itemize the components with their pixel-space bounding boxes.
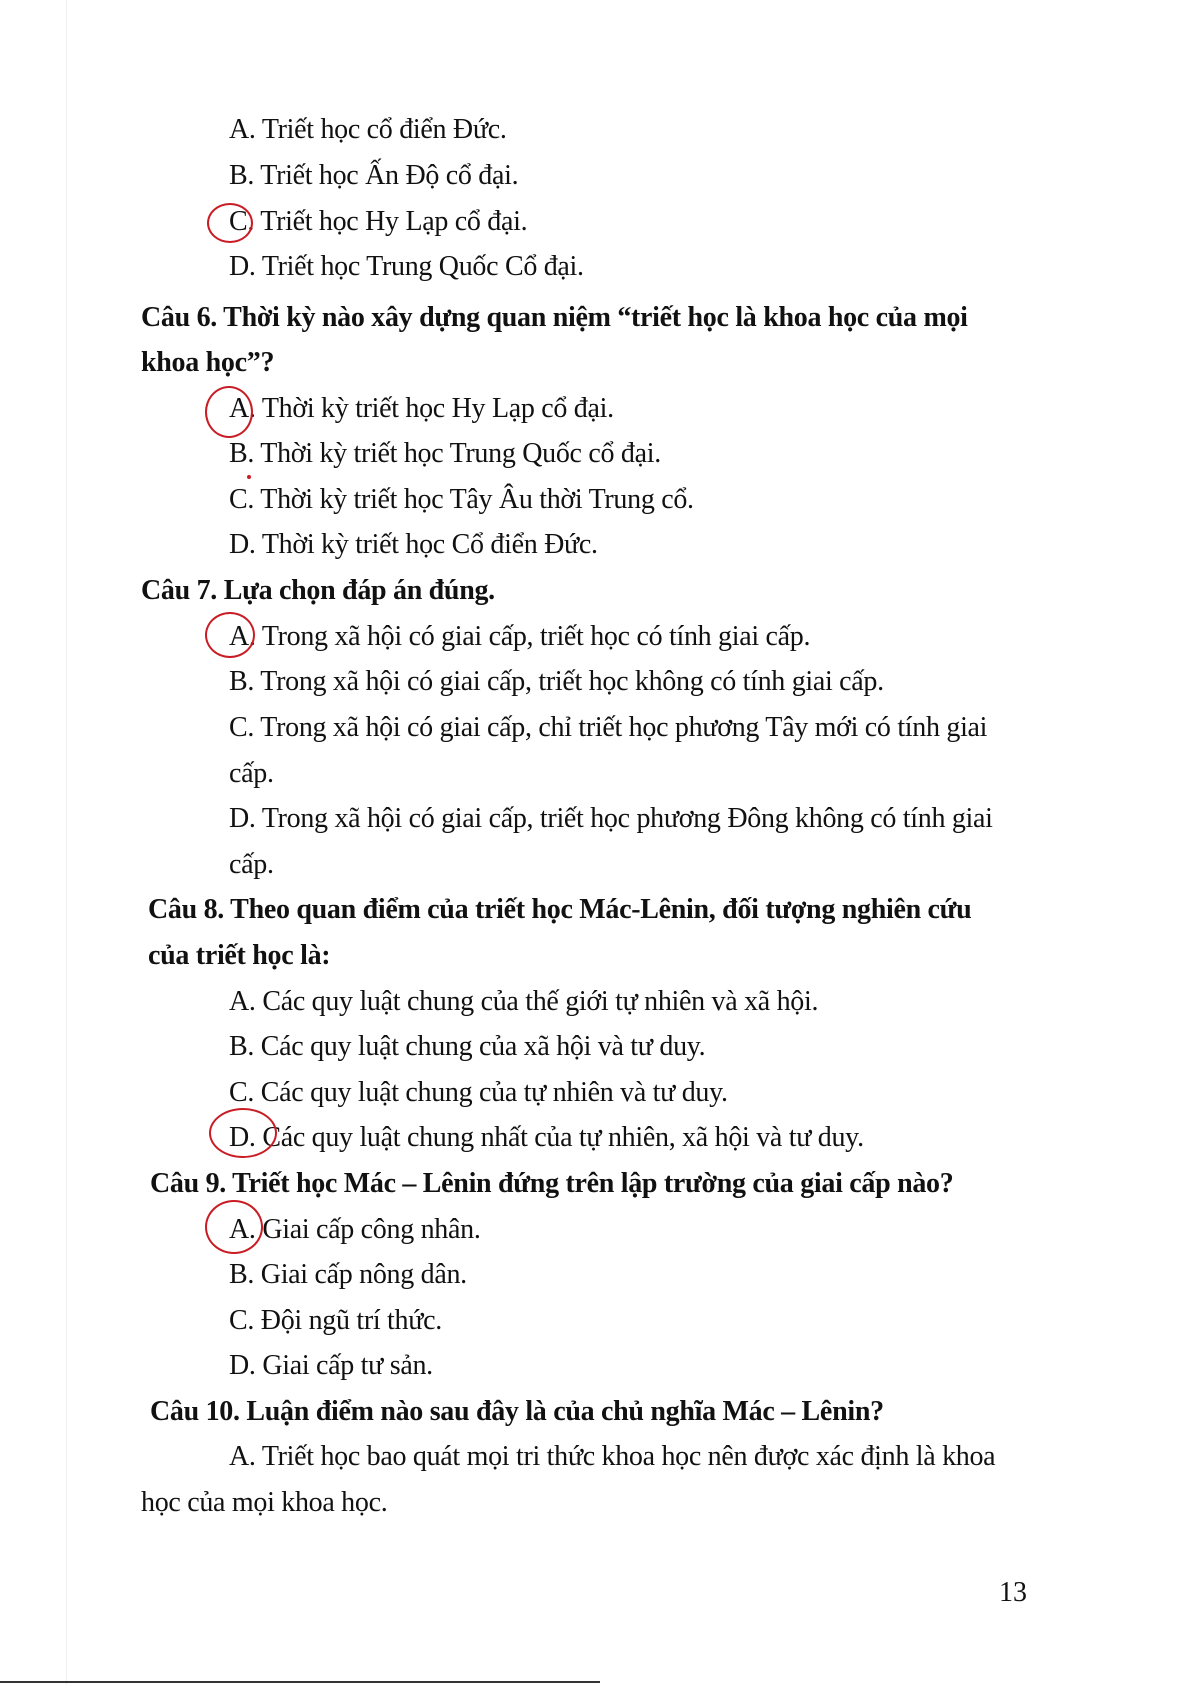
q6-option-c: C. Thời kỳ triết học Tây Âu thời Trung cổ. (229, 484, 694, 515)
q6-option-a: A. Thời kỳ triết học Hy Lạp cổ đại. (229, 393, 614, 424)
q5-option-a: A. Triết học cổ điển Đức. (229, 114, 507, 145)
q6-question-cont: khoa học”? (141, 347, 275, 378)
pen-dot (247, 475, 251, 479)
q8-option-b: B. Các quy luật chung của xã hội và tư duy. (229, 1031, 706, 1062)
q8-option-d: D. Các quy luật chung nhất của tự nhiên, xã hội và tư duy. (229, 1122, 864, 1153)
q8-option-a: A. Các quy luật chung của thế giới tự nhiên và xã hội. (229, 986, 819, 1017)
q8-option-c: C. Các quy luật chung của tự nhiên và tư duy. (229, 1077, 728, 1108)
page-edge-shadow (66, 0, 67, 1685)
q7-option-c-cont: cấp. (229, 758, 274, 789)
q10-option-a: A. Triết học bao quát mọi tri thức khoa học nên được xác định là khoa (229, 1441, 996, 1472)
scan-bottom-edge (0, 1681, 600, 1683)
q7-option-c: C. Trong xã hội có giai cấp, chỉ triết học phương Tây mới có tính giai (229, 712, 988, 743)
q9-question: Câu 9. Triết học Mác – Lênin đứng trên lập trường của giai cấp nào? (150, 1168, 954, 1199)
page-number: 13 (999, 1577, 1027, 1608)
q9-option-b: B. Giai cấp nông dân. (229, 1259, 467, 1290)
q9-option-c: C. Đội ngũ trí thức. (229, 1305, 442, 1336)
q7-option-d-cont: cấp. (229, 849, 274, 880)
q9-option-d: D. Giai cấp tư sản. (229, 1350, 433, 1381)
answer-mark-q8-d (209, 1108, 277, 1158)
q8-question-cont: của triết học là: (148, 940, 331, 971)
q8-question: Câu 8. Theo quan điểm của triết học Mác-Lênin, đối tượng nghiên cứu (148, 894, 972, 925)
q6-question: Câu 6. Thời kỳ nào xây dựng quan niệm “triết học là khoa học của mọi (141, 302, 968, 333)
q7-option-a: A. Trong xã hội có giai cấp, triết học có tính giai cấp. (229, 621, 811, 652)
answer-mark-q9-a (205, 1200, 263, 1254)
q5-option-c: C. Triết học Hy Lạp cổ đại. (229, 206, 528, 237)
q9-option-a: A. Giai cấp công nhân. (229, 1214, 481, 1245)
q7-option-d: D. Trong xã hội có giai cấp, triết học phương Đông không có tính giai (229, 803, 993, 834)
answer-mark-q7-a (205, 612, 255, 658)
q10-option-a-cont: học của mọi khoa học. (141, 1487, 388, 1518)
q5-option-b: B. Triết học Ấn Độ cổ đại. (229, 160, 519, 191)
q7-question: Câu 7. Lựa chọn đáp án đúng. (141, 575, 495, 606)
q5-option-d: D. Triết học Trung Quốc Cổ đại. (229, 251, 584, 282)
q10-question: Câu 10. Luận điểm nào sau đây là của chủ nghĩa Mác – Lênin? (150, 1396, 884, 1427)
q6-option-d: D. Thời kỳ triết học Cổ điển Đức. (229, 529, 598, 560)
answer-mark-q5-c (207, 203, 253, 243)
answer-mark-q6-a (205, 386, 253, 438)
q6-option-b: B. Thời kỳ triết học Trung Quốc cổ đại. (229, 438, 661, 469)
q7-option-b: B. Trong xã hội có giai cấp, triết học không có tính giai cấp. (229, 666, 884, 697)
